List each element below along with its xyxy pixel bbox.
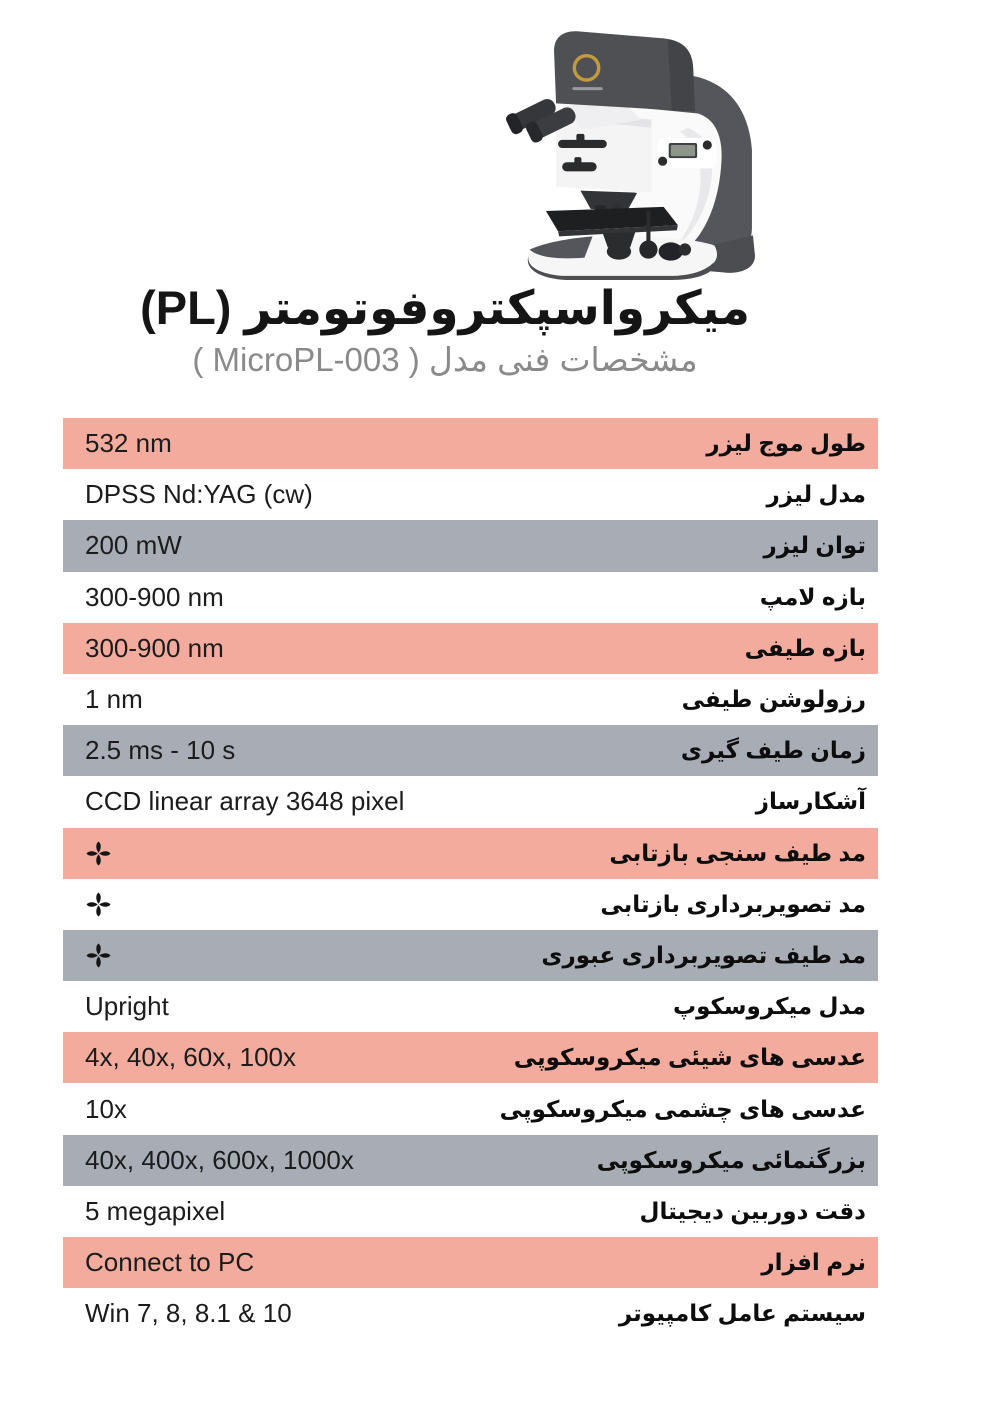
spec-value: 200 mW	[85, 530, 182, 561]
spec-value: 40x, 400x, 600x, 1000x	[85, 1144, 354, 1175]
table-row	[63, 828, 878, 879]
table-row	[63, 1288, 878, 1339]
table-row	[63, 981, 878, 1032]
table-row	[63, 674, 878, 725]
spec-label: بازه طیفی	[744, 634, 866, 661]
table-row	[63, 879, 878, 930]
table-row	[63, 623, 878, 674]
spec-value	[63, 942, 112, 969]
spec-label: رزولوشن طیفی	[681, 686, 866, 713]
spec-table	[63, 418, 878, 1339]
table-row	[63, 1135, 878, 1186]
table-row	[63, 418, 878, 469]
spec-value	[63, 840, 112, 867]
title-block	[45, 282, 845, 379]
spec-value: DPSS Nd:YAG (cw)	[85, 479, 313, 510]
spec-value: 10x	[85, 1093, 127, 1124]
table-row	[63, 1032, 878, 1083]
spec-label: عدسی های چشمی میکروسکوپی	[499, 1095, 866, 1122]
spec-value: CCD linear array 3648 pixel	[85, 786, 405, 817]
spec-value: 1 nm	[85, 684, 143, 715]
page-subtitle: مشخصات فنی مدل ( MicroPL-003 )	[192, 340, 698, 378]
lcd-panel-icon	[658, 138, 717, 168]
table-row	[63, 520, 878, 571]
page-title: میکرواسپکتروفوتومتر (PL)	[140, 281, 750, 334]
spec-label: مد طیف سنجی بازتابی	[609, 839, 866, 866]
table-row	[63, 776, 878, 827]
spec-value: 532 nm	[85, 428, 172, 459]
spec-label: بزرگنمائی میکروسکوپی	[596, 1146, 866, 1173]
microscope-image	[462, 10, 778, 282]
spec-value	[63, 891, 112, 918]
microscope-icon	[462, 10, 778, 282]
four-petal-asterisk-icon	[85, 942, 112, 969]
spec-label: آشکارساز	[755, 788, 866, 815]
spec-label: مدل لیزر	[766, 481, 866, 508]
spec-label: مد طیف تصویربرداری عبوری	[541, 941, 866, 968]
four-petal-asterisk-icon	[85, 840, 112, 867]
spec-label: توان لیزر	[763, 532, 866, 559]
spec-value: Connect to PC	[85, 1247, 255, 1278]
table-row	[63, 469, 878, 520]
spec-label: بازه لامپ	[759, 583, 866, 610]
spec-label: مد تصویربرداری بازتابی	[600, 890, 866, 917]
spec-label: سیستم عامل کامپیوتر	[618, 1300, 866, 1327]
spec-value: Upright	[85, 991, 169, 1022]
spec-label: طول موج لیزر	[706, 430, 866, 457]
spec-value: 4x, 40x, 60x, 100x	[85, 1042, 297, 1073]
table-row	[63, 572, 878, 623]
spec-value: 300-900 nm	[85, 581, 224, 612]
spec-value: Win 7, 8, 8.1 & 10	[85, 1298, 292, 1329]
table-row	[63, 1083, 878, 1134]
table-row	[63, 930, 878, 981]
four-petal-asterisk-icon	[85, 891, 112, 918]
spec-value: 5 megapixel	[85, 1195, 226, 1226]
table-row	[63, 725, 878, 776]
spec-label: عدسی های شیئی میکروسکوپی	[513, 1044, 866, 1071]
spec-label: مدل میکروسکوپ	[672, 993, 866, 1020]
spec-value: 2.5 ms - 10 s	[85, 735, 236, 766]
spec-label: دقت دوربین دیجیتال	[639, 1197, 866, 1224]
table-row	[63, 1186, 878, 1237]
table-row	[63, 1237, 878, 1288]
spec-label: زمان طیف گیری	[680, 737, 866, 764]
spec-label: نرم افزار	[761, 1249, 866, 1276]
spec-value: 300-900 nm	[85, 632, 224, 663]
